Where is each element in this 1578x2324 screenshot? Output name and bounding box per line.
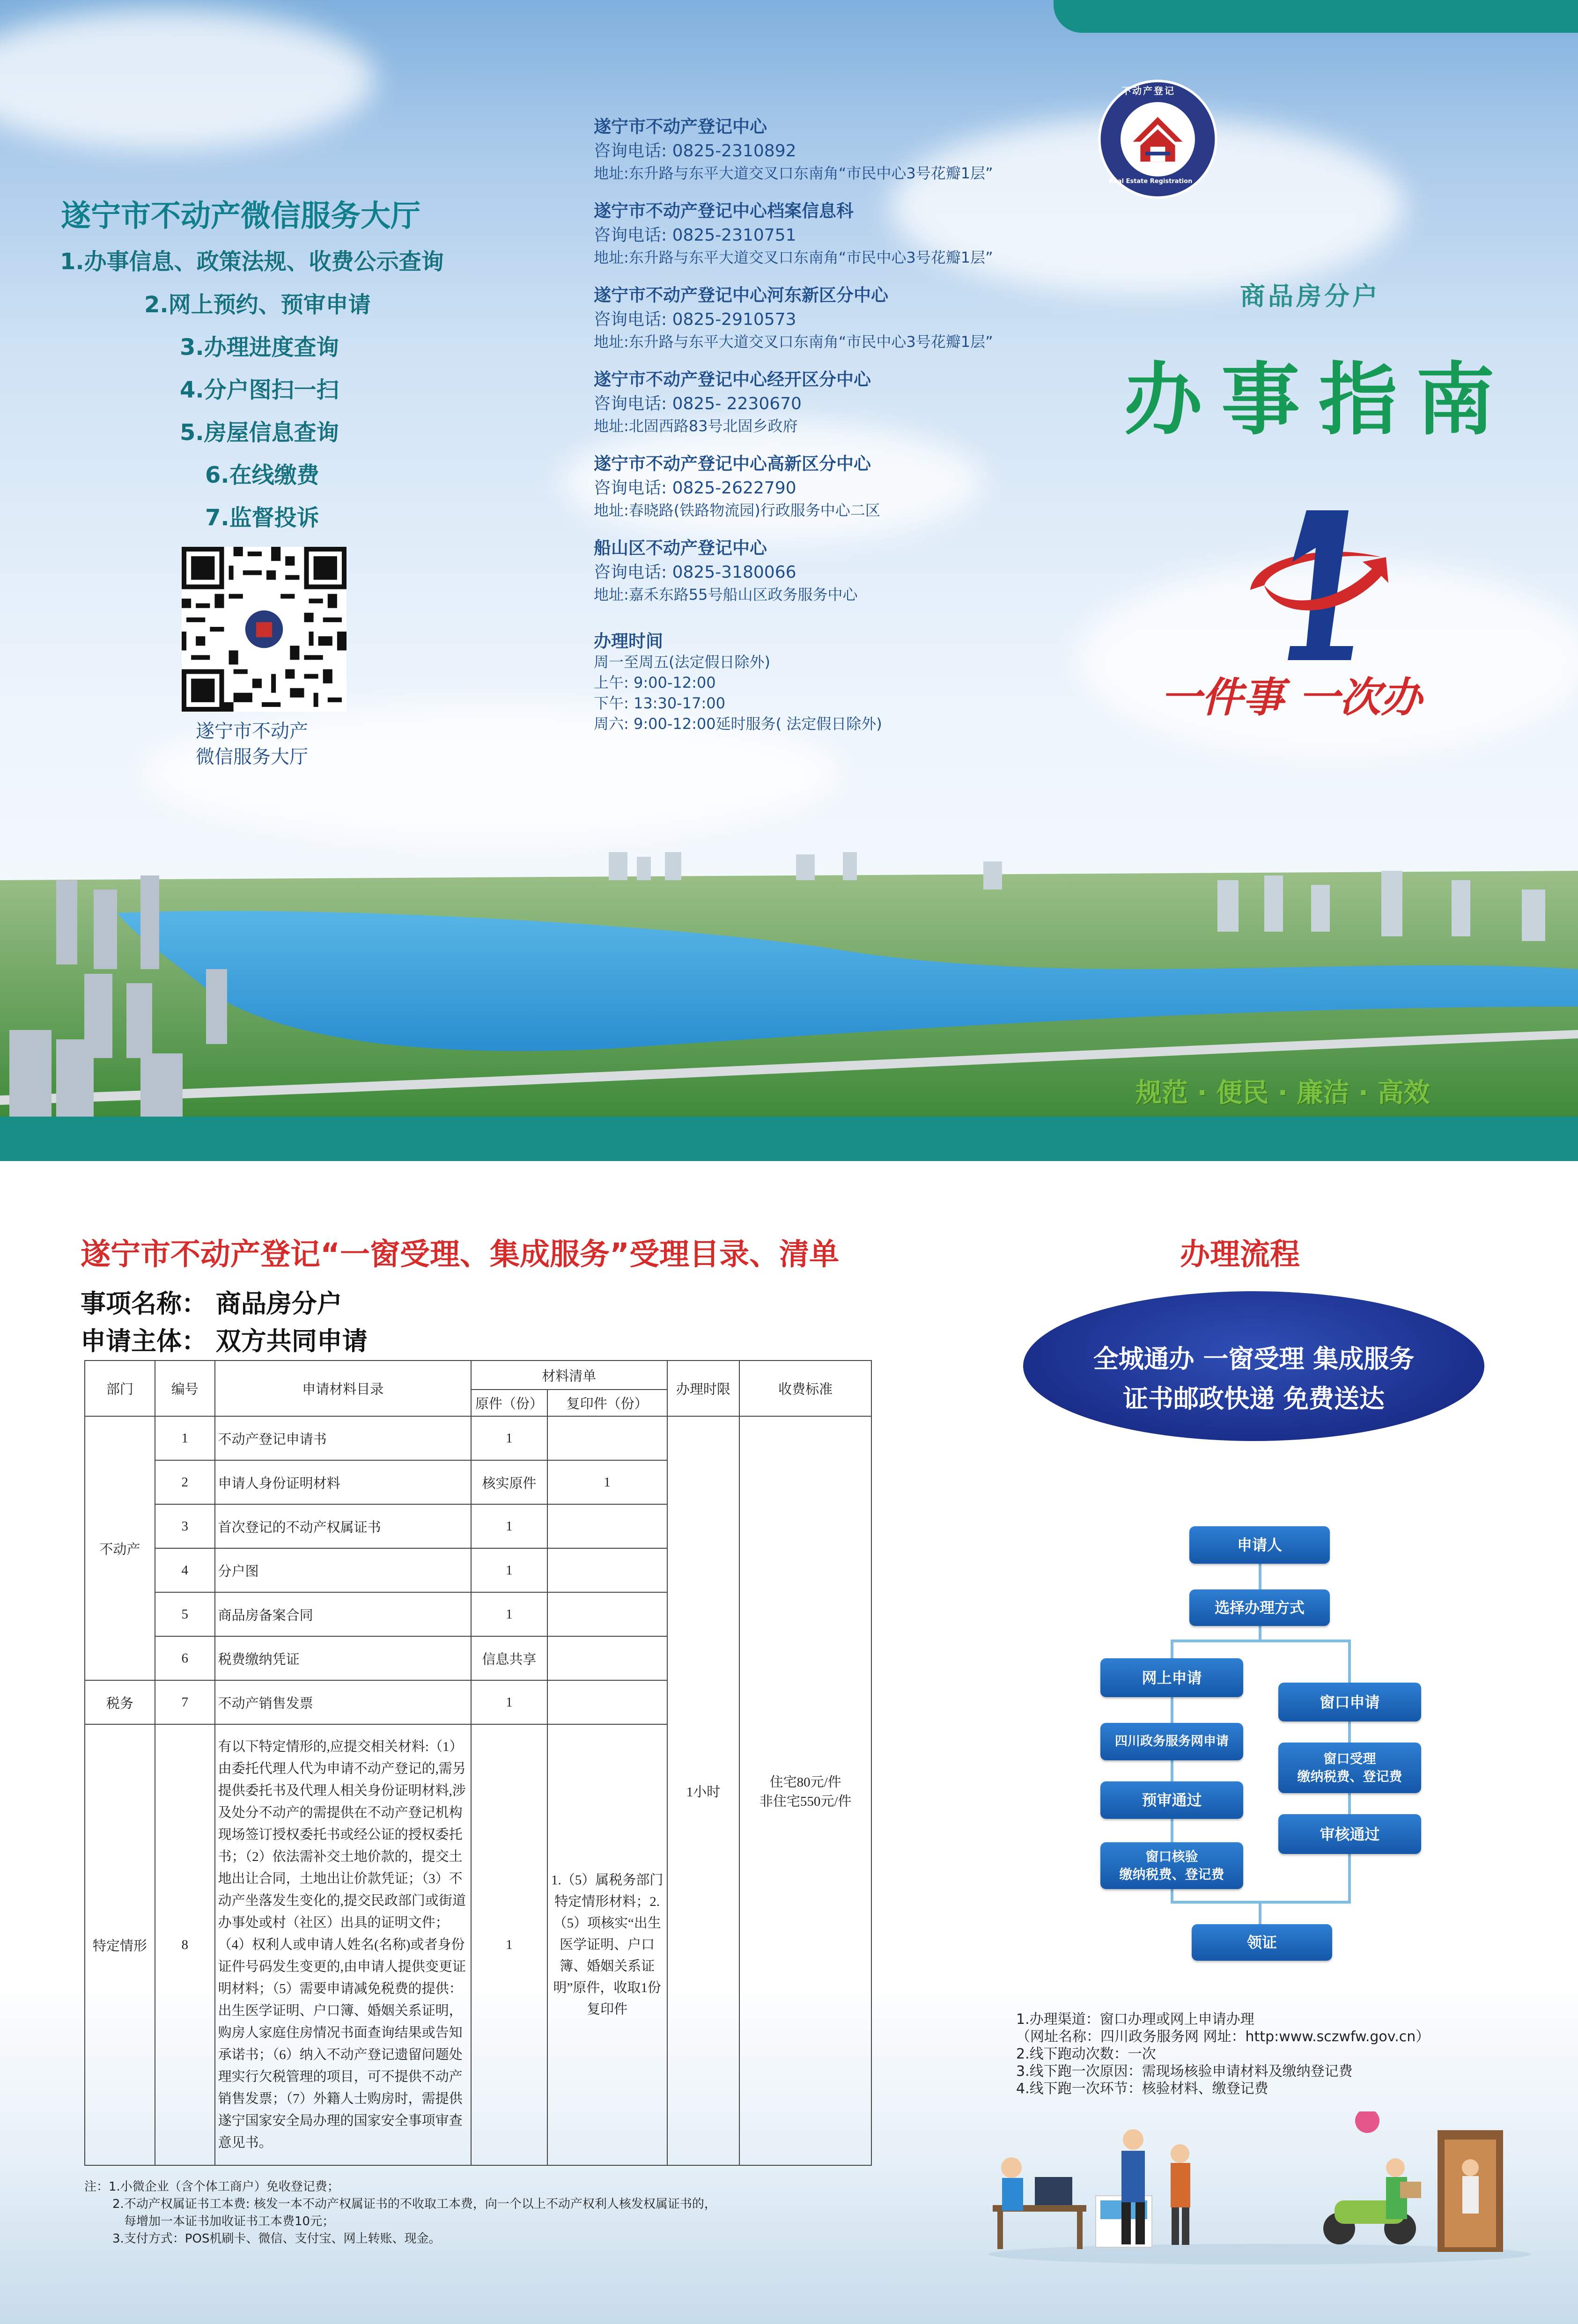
header-dept: 部门 — [85, 1361, 155, 1416]
teal-band — [0, 1117, 1578, 1161]
step-window-apply: 窗口申请 — [1278, 1683, 1421, 1721]
step-window-accept — [1278, 1743, 1421, 1793]
process-info: 4.线下跑一次环节：核验材料、缴登记费 — [1016, 2081, 1268, 2097]
step-applicant: 申请人 — [1189, 1526, 1330, 1564]
row-original: 信息共享 — [471, 1636, 547, 1680]
connector — [1259, 1564, 1261, 1589]
connector — [1171, 1760, 1173, 1781]
row-no: 7 — [155, 1680, 215, 1724]
office-name: 遂宁市不动产登记中心 — [594, 117, 767, 137]
header-no: 编号 — [155, 1361, 215, 1416]
office-address: 地址:东升路与东平大道交叉口东南角“市民中心3号花瓣1层” — [594, 333, 993, 351]
row-no: 8 — [155, 1724, 215, 2165]
connector — [1171, 1819, 1173, 1842]
connector — [1171, 1640, 1351, 1642]
office-block — [594, 449, 880, 520]
office-address: 地址:东升路与东平大道交叉口东南角“市民中心3号花瓣1层” — [594, 249, 993, 266]
process-title: 办理流程 — [1180, 1237, 1300, 1272]
logo-text: 不动产登记 — [1121, 85, 1175, 96]
service-illustration — [979, 2111, 1541, 2266]
step-pre-review: 预审通过 — [1100, 1781, 1243, 1819]
process-info: （网址名称：四川政务服务网 网址：http:www.sczwfw.gov.cn） — [1016, 2029, 1430, 2045]
connector — [1348, 1640, 1351, 1683]
office-block — [594, 281, 993, 352]
hall-item: 3.办理进度查询 — [180, 334, 339, 360]
connector — [1259, 1625, 1261, 1641]
row-no: 5 — [155, 1592, 215, 1636]
step-collect-certificate: 领证 — [1192, 1924, 1332, 1961]
oval-line: 全城通办 一窗受理 集成服务 — [1093, 1344, 1415, 1374]
wechat-qr-code[interactable] — [182, 547, 347, 712]
row-original: 1 — [471, 1504, 547, 1548]
row-copy: 1.（5）属税务部门特定情形材料；2.（5）项核实“出生医学证明、户口簿、婚姻关系证明”原件，收取1份复印件 — [547, 1724, 667, 2165]
row-original: 1 — [471, 1592, 547, 1636]
hall-item: 2.网上预约、预审申请 — [144, 292, 371, 318]
one-emblem — [1236, 506, 1395, 660]
row-copy — [547, 1416, 667, 1460]
note-line: 2.不动产权属证书工本费: 核发一本不动产权属证书的不收取工本费，向一个以上不动产权利人核发权属证书的， — [112, 2197, 716, 2211]
header-fee: 收费标准 — [739, 1361, 871, 1416]
office-phone: 咨询电话: 0825-3180066 — [594, 563, 796, 582]
qr-caption: 遂宁市不动产 — [196, 721, 308, 742]
header-list: 材料清单 — [471, 1361, 667, 1390]
special-materials-text: 有以下特定情形的,应提交相关材料:（1）由委托代理人代为申请不动产登记的,需另提供委托书及代理人相关身份证明材料,涉及处分不动产的需提供在不动产登记机构现场签订授权委托书或经公证的授权委托书；（2）依法需补交土地价款的，提交土地出让合同，土地出让价款凭证；（3）不动产坐落发生变化的,提交民政部门或街道办事处或村（社区）出具的证明文件；（4）权利人或申请人姓名(名称)或者身份证件号码发生变更的,由申请人提供变更证明材料；（5）需要申请减免税费的提供：出生医学证明、户口簿、婚姻关系证明，购房人家庭住房情况书面查询结果或告知承诺书；（6）纳入不动产登记遗留问题处理实行欠税管理的项目，可不提供不动产销售发票；（7）外籍人士购房时，需提供遂宁国家安全局办理的国家安全事项审查意见书。 — [215, 1724, 471, 2165]
hours-title: 办理时间 — [594, 631, 663, 651]
office-block — [594, 534, 858, 604]
row-original: 1 — [471, 1548, 547, 1592]
fee-cell — [739, 1416, 871, 2165]
hall-title: 遂宁市不动产微信服务大厅 — [61, 199, 420, 234]
office-block — [594, 112, 993, 183]
motto: 规范 · 便民 · 廉洁 · 高效 — [1136, 1078, 1430, 1108]
dept-cell: 特定情形 — [85, 1724, 155, 2165]
connector — [1348, 1793, 1351, 1814]
materials-table — [84, 1360, 872, 2166]
row-no: 1 — [155, 1416, 215, 1460]
office-address: 地址:北固西路83号北固乡政府 — [594, 417, 798, 435]
office-phone: 咨询电话: 0825- 2230670 — [594, 394, 802, 413]
office-block — [594, 197, 993, 267]
office-name: 遂宁市不动产登记中心高新区分中心 — [594, 454, 871, 474]
row-copy — [547, 1680, 667, 1724]
row-no: 6 — [155, 1636, 215, 1680]
top-right-ribbon — [1054, 0, 1578, 33]
slogan: 一件事 一次办 — [1160, 673, 1422, 721]
time-limit: 1小时 — [667, 1416, 740, 2165]
office-block — [594, 365, 871, 436]
note-line: 每增加一本证书加收证书工本费10元； — [124, 2214, 335, 2228]
row-material: 分户图 — [215, 1548, 471, 1592]
hall-item: 6.在线缴费 — [205, 462, 319, 488]
dept-cell: 不动产 — [85, 1416, 155, 1680]
row-copy — [547, 1548, 667, 1592]
row-no: 3 — [155, 1504, 215, 1548]
row-no: 4 — [155, 1548, 215, 1592]
row-no: 2 — [155, 1460, 215, 1504]
office-phone: 咨询电话: 0825-2310892 — [594, 141, 796, 161]
header-copy: 复印件（份） — [547, 1390, 667, 1416]
row-original: 核实原件 — [471, 1460, 547, 1504]
row-original: 1 — [471, 1724, 547, 2165]
connector — [1171, 1640, 1173, 1658]
row-copy: 1 — [547, 1460, 667, 1504]
row-material: 税费缴纳凭证 — [215, 1636, 471, 1680]
office-address: 地址:春晓路(铁路物流园)行政服务中心二区 — [594, 501, 880, 519]
row-original: 1 — [471, 1416, 547, 1460]
qr-caption: 微信服务大厅 — [196, 746, 308, 768]
header-time: 办理时限 — [667, 1361, 740, 1416]
cloud — [0, 9, 375, 150]
cover-subtitle: 商品房分户 — [1240, 281, 1380, 311]
step-choose-method: 选择办理方式 — [1189, 1589, 1330, 1626]
step-review-passed: 审核通过 — [1278, 1814, 1421, 1854]
office-address: 地址:嘉禾东路55号船山区政务服务中心 — [594, 586, 858, 603]
process-info: 2.线下跑动次数：一次 — [1016, 2046, 1156, 2062]
office-phone: 咨询电话: 0825-2910573 — [594, 310, 796, 329]
row-copy — [547, 1504, 667, 1548]
header-original: 原件（份） — [471, 1390, 547, 1416]
header-material: 申请材料目录 — [215, 1361, 471, 1416]
fee-residential: 住宅80元/件 — [769, 1775, 841, 1790]
row-copy — [547, 1592, 667, 1636]
hall-item: 5.房屋信息查询 — [180, 419, 339, 446]
applicant: 申请主体： 双方共同申请 — [81, 1326, 368, 1356]
step-online-apply: 网上申请 — [1100, 1658, 1243, 1697]
office-name: 船山区不动产登记中心 — [594, 538, 767, 558]
office-name: 遂宁市不动产登记中心经开区分中心 — [594, 369, 871, 390]
row-material: 申请人身份证明材料 — [215, 1460, 471, 1504]
step-label: 窗口核验 — [1145, 1849, 1198, 1864]
hours-line: 上午: 9:00-12:00 — [594, 674, 716, 691]
fee-nonresidential: 非住宅550元/件 — [759, 1794, 852, 1809]
note-line: 3.支付方式：POS机刷卡、微信、支付宝、网上转账、现金。 — [112, 2232, 441, 2246]
step-window-verify — [1100, 1842, 1243, 1889]
connector — [1348, 1721, 1351, 1743]
hours-line: 周一至周五(法定假日除外) — [594, 653, 770, 671]
process-info: 1.办理渠道：窗口办理或网上申请办理 — [1016, 2011, 1254, 2028]
cover-title: 办事指南 — [1124, 354, 1513, 446]
row-material: 不动产销售发票 — [215, 1680, 471, 1724]
row-material: 不动产登记申请书 — [215, 1416, 471, 1460]
oval-line: 证书邮政快递 免费送达 — [1123, 1384, 1385, 1413]
hall-item: 7.监督投诉 — [205, 505, 319, 531]
connector — [1171, 1697, 1173, 1723]
office-name: 遂宁市不动产登记中心河东新区分中心 — [594, 285, 888, 305]
step-label: 缴纳税费、登记费 — [1119, 1867, 1224, 1882]
office-name: 遂宁市不动产登记中心档案信息科 — [594, 201, 854, 221]
catalog-title: 遂宁市不动产登记“一窗受理、集成服务”受理目录、清单 — [81, 1237, 840, 1272]
brochure-cover-panel — [0, 0, 1578, 1161]
office-address: 地址:东升路与东平大道交叉口东南角“市民中心3号花瓣1层” — [594, 164, 993, 182]
hall-item: 4.分户图扫一扫 — [180, 377, 339, 403]
office-phone: 咨询电话: 0825-2622790 — [594, 478, 796, 498]
hours-line: 下午: 13:30-17:00 — [594, 694, 725, 712]
hours-line: 周六: 9:00-12:00延时服务( 法定假日除外) — [594, 715, 882, 733]
office-hours — [594, 631, 882, 734]
logo-text-en: Real Estate Registration — [1109, 178, 1193, 185]
row-original: 1 — [471, 1680, 547, 1724]
row-material: 首次登记的不动产权属证书 — [215, 1504, 471, 1548]
dept-cell: 税务 — [85, 1680, 155, 1724]
office-phone: 咨询电话: 0825-2310751 — [594, 226, 796, 245]
hall-item: 1.办事信息、政策法规、收费公示查询 — [60, 249, 444, 275]
row-copy — [547, 1636, 667, 1680]
row-material: 商品房备案合同 — [215, 1592, 471, 1636]
process-info: 3.线下跑一次原因：需现场核验申请材料及缴纳登记费 — [1016, 2063, 1353, 2080]
step-sichuan-portal: 四川政务服务网申请 — [1100, 1723, 1243, 1760]
step-label: 缴纳税费、登记费 — [1297, 1769, 1402, 1784]
connector — [1259, 1901, 1261, 1924]
step-label: 窗口受理 — [1323, 1751, 1376, 1766]
item-name: 事项名称： 商品房分户 — [81, 1289, 342, 1318]
note-line: 注：1.小微企业（含个体工商户）免收登记费； — [84, 2180, 339, 2194]
connector — [1348, 1854, 1351, 1903]
